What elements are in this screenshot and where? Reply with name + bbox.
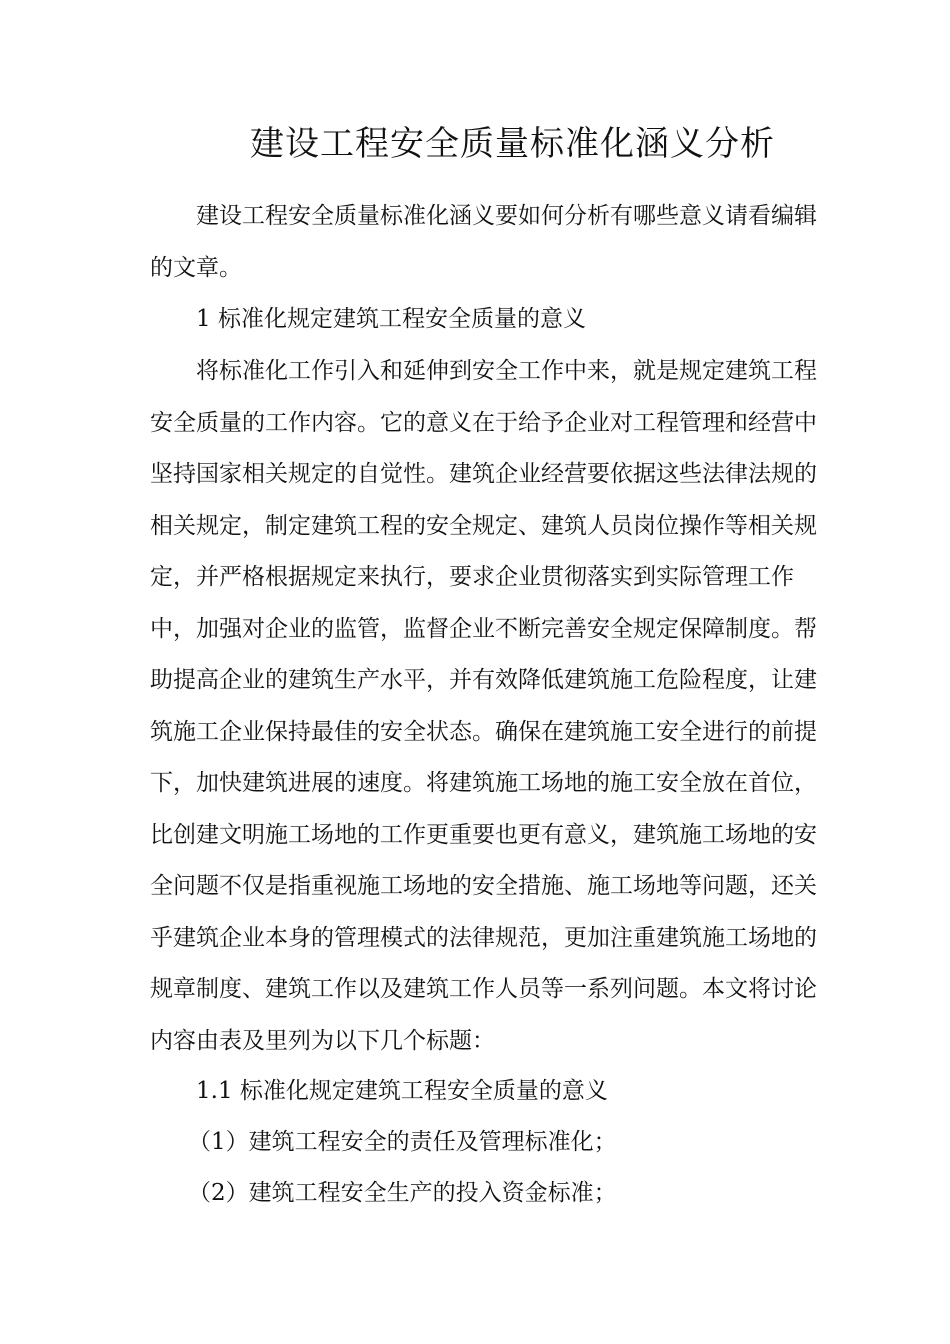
body-line: 定，并严格根据规定来执行，要求企业贯彻落实到实际管理工作 [150, 564, 794, 590]
list-item: （1）建筑工程安全的责任及管理标准化； [188, 1129, 617, 1155]
body-line: 安全质量的工作内容。它的意义在于给予企业对工程管理和经营中 [150, 409, 817, 436]
body-line: 全问题不仅是指重视施工场地的安全措施、施工场地等问题，还关 [150, 873, 817, 899]
body-line: 比创建文明施工场地的工作更重要也更有意义，建筑施工场地的安 [150, 821, 817, 848]
list-item: （2）建筑工程安全生产的投入资金标准； [188, 1180, 617, 1206]
body-line: 相关规定，制定建筑工程的安全规定、建筑人员岗位操作等相关规 [150, 512, 817, 539]
body-line: 助提高企业的建筑生产水平，并有效降低建筑施工危险程度，让建 [150, 667, 817, 693]
section-heading-1-1: 1.1 标准化规定建筑工程安全质量的意义 [196, 1078, 608, 1104]
document-title: 建设工程安全质量标准化涵义分析 [250, 124, 775, 164]
body-line: 规章制度、建筑工作以及建筑工作人员等一系列问题。本文将讨论 [150, 976, 817, 1002]
intro-paragraph [150, 191, 817, 294]
body-line: 将标准化工作引入和延伸到安全工作中来，就是规定建筑工程 [196, 358, 817, 384]
body-line: 筑施工企业保持最佳的安全状态。确保在建筑施工安全进行的前提 [150, 718, 817, 745]
section-heading-1: 1 标准化规定建筑工程安全质量的意义 [196, 306, 586, 332]
body-line: 内容由表及里列为以下几个标题： [150, 1027, 495, 1054]
body-line: 坚持国家相关规定的自觉性。建筑企业经营要依据这些法律法规的 [150, 461, 817, 487]
body-line: 中，加强对企业的监管，监督企业不断完善安全规定保障制度。帮 [150, 615, 817, 642]
body-paragraph [150, 346, 817, 1067]
intro-line: 的文章。 [150, 254, 242, 281]
body-line: 下，加快建筑进展的速度。将建筑施工场地的施工安全放在首位， [150, 770, 817, 796]
body-line: 乎建筑企业本身的管理模式的法律规范，更加注重建筑施工场地的 [150, 924, 817, 951]
intro-line: 建设工程安全质量标准化涵义要如何分析有哪些意义请看编辑 [196, 203, 817, 229]
